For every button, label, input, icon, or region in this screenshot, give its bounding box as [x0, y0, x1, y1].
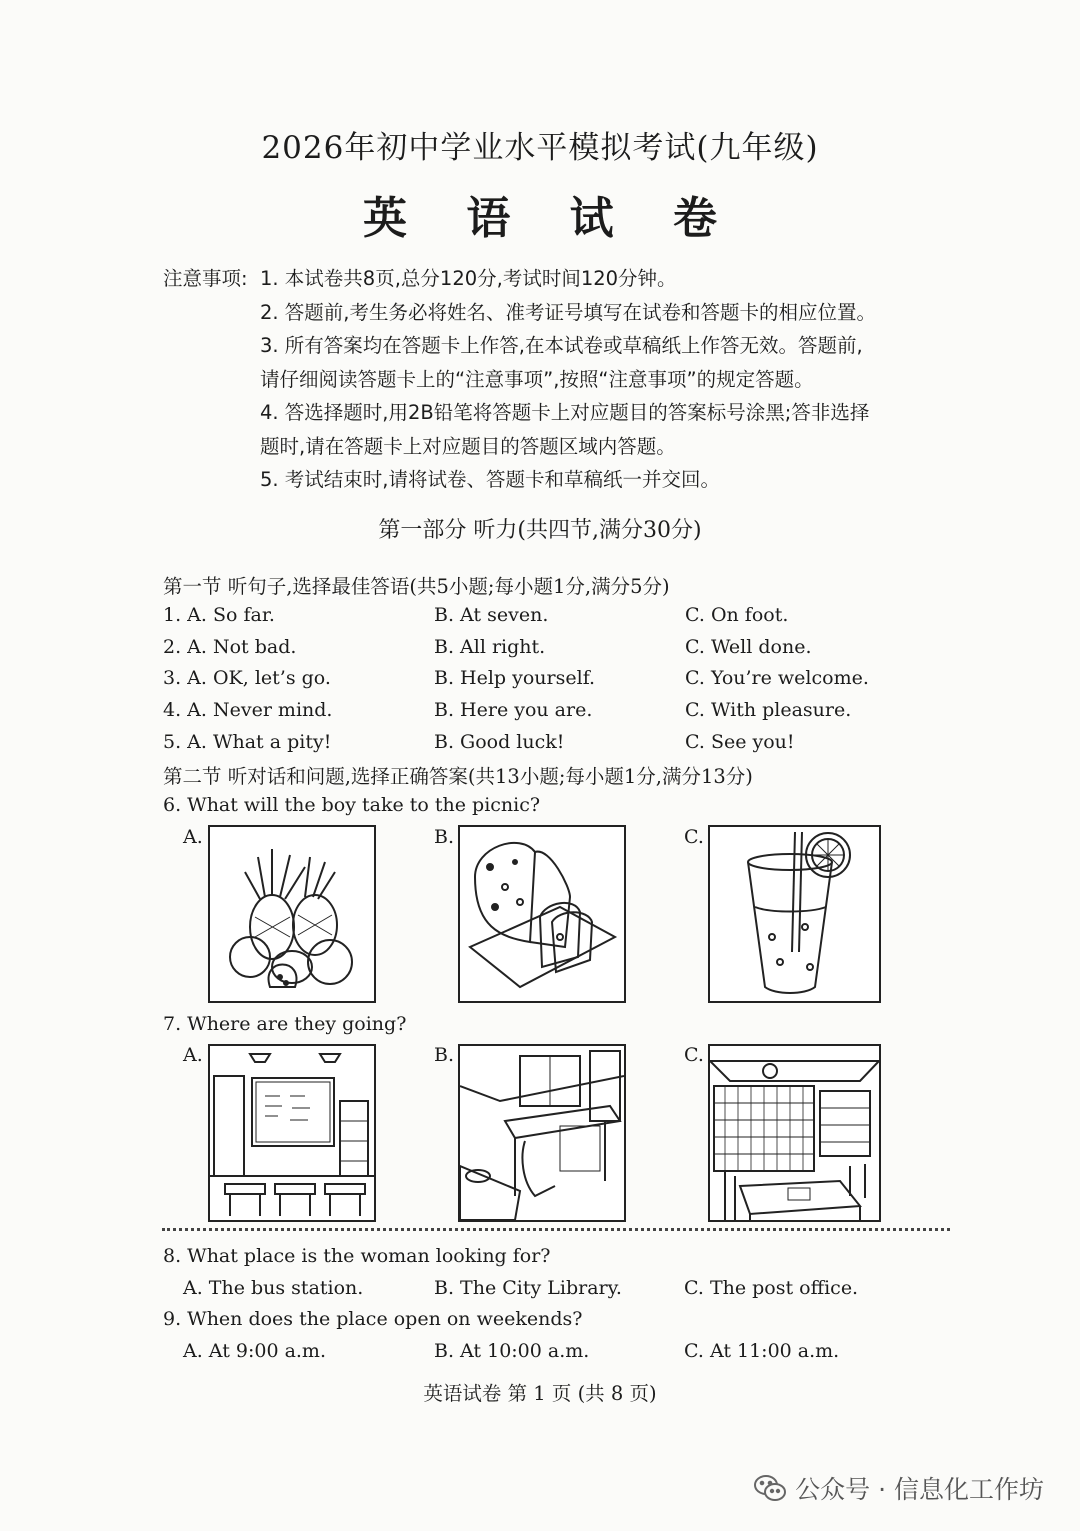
q8-text: 8. What place is the woman looking for? [163, 1245, 551, 1267]
q8-option-a: A. The bus station. [183, 1277, 364, 1299]
q4-option-c: C. With pleasure. [685, 699, 852, 721]
q9-option-a: A. At 9:00 a.m. [183, 1340, 326, 1362]
q2-option-c: C. Well done. [685, 636, 812, 658]
q6-label-a: A. [183, 826, 203, 848]
part-title: 第一部分 听力(共四节,满分30分) [378, 518, 702, 543]
notes-item: 4. 答选择题时,用2B铅笔将答题卡上对应题目的答案标号涂黑;答非选择 [260, 401, 870, 424]
notes-item: 2. 答题前,考生务必将姓名、准考证号填写在试卷和答题卡的相应位置。 [260, 300, 877, 324]
q9-text: 9. When does the place open on weekends? [163, 1308, 583, 1330]
q2-option-a: 2. A. Not bad. [163, 636, 297, 658]
notes-item: 题时,请在答题卡上对应题目的答题区域内答题。 [260, 434, 676, 458]
q7-text: 7. Where are they going? [163, 1013, 407, 1035]
q6-label-b: B. [434, 826, 455, 848]
separator [162, 1228, 950, 1231]
q1-option-c: C. On foot. [685, 604, 789, 626]
section-title: 第二节 听对话和问题,选择正确答案(共13小题;每小题1分,满分13分) [163, 765, 753, 788]
bread-picture [458, 825, 626, 1003]
q2-option-b: B. All right. [434, 636, 546, 658]
watermark [753, 1470, 1044, 1506]
q7-label-b: B. [434, 1044, 455, 1066]
q5-option-a: 5. A. What a pity! [163, 731, 332, 753]
q7-label-c: C. [684, 1044, 704, 1066]
page-footer: 英语试卷 第 1 页 (共 8 页) [423, 1382, 657, 1405]
notes-item: 请仔细阅读答题卡上的“注意事项”,按照“注意事项”的规定答题。 [260, 367, 814, 391]
subject-title: 英 语 试 卷 [363, 193, 739, 244]
notes-label: 注意事项: [163, 267, 248, 290]
q1-option-a: 1. A. So far. [163, 604, 275, 626]
notes-block [163, 262, 963, 497]
q7-label-a: A. [183, 1044, 203, 1066]
classroom-picture [208, 1044, 376, 1222]
notes-item: 5. 考试结束时,请将试卷、答题卡和草稿纸一并交回。 [260, 468, 721, 491]
q9-option-c: C. At 11:00 a.m. [684, 1340, 840, 1362]
q4-option-b: B. Here you are. [434, 699, 593, 721]
juice-picture [708, 825, 881, 1003]
watermark-text: 公众号 · 信息化工作坊 [795, 1475, 1044, 1504]
fruit-picture [208, 825, 376, 1003]
q9-option-b: B. At 10:00 a.m. [434, 1340, 590, 1362]
q6-label-c: C. [684, 826, 704, 848]
bedroom-picture [458, 1044, 626, 1222]
q3-option-a: 3. A. OK, let’s go. [163, 667, 331, 689]
notes-item: 1. 本试卷共8页,总分120分,考试时间120分钟。 [260, 267, 677, 290]
q5-option-c: C. See you! [685, 731, 795, 753]
section-title: 第一节 听句子,选择最佳答语(共5小题;每小题1分,满分5分) [163, 575, 670, 598]
q3-option-c: C. You’re welcome. [685, 667, 869, 689]
notes-item: 3. 所有答案均在答题卡上作答,在本试卷或草稿纸上作答无效。答题前, [260, 334, 863, 357]
library-picture [708, 1044, 881, 1222]
q8-option-b: B. The City Library. [434, 1277, 622, 1299]
q8-option-c: C. The post office. [684, 1277, 859, 1299]
exam-title: 2026年初中学业水平模拟考试(九年级) [261, 130, 819, 166]
q5-option-b: B. Good luck! [434, 731, 565, 753]
q6-text: 6. What will the boy take to the picnic? [163, 794, 541, 816]
q4-option-a: 4. A. Never mind. [163, 699, 333, 721]
q1-option-b: B. At seven. [434, 604, 549, 626]
wechat-icon [753, 1473, 787, 1503]
q3-option-b: B. Help yourself. [434, 667, 596, 689]
